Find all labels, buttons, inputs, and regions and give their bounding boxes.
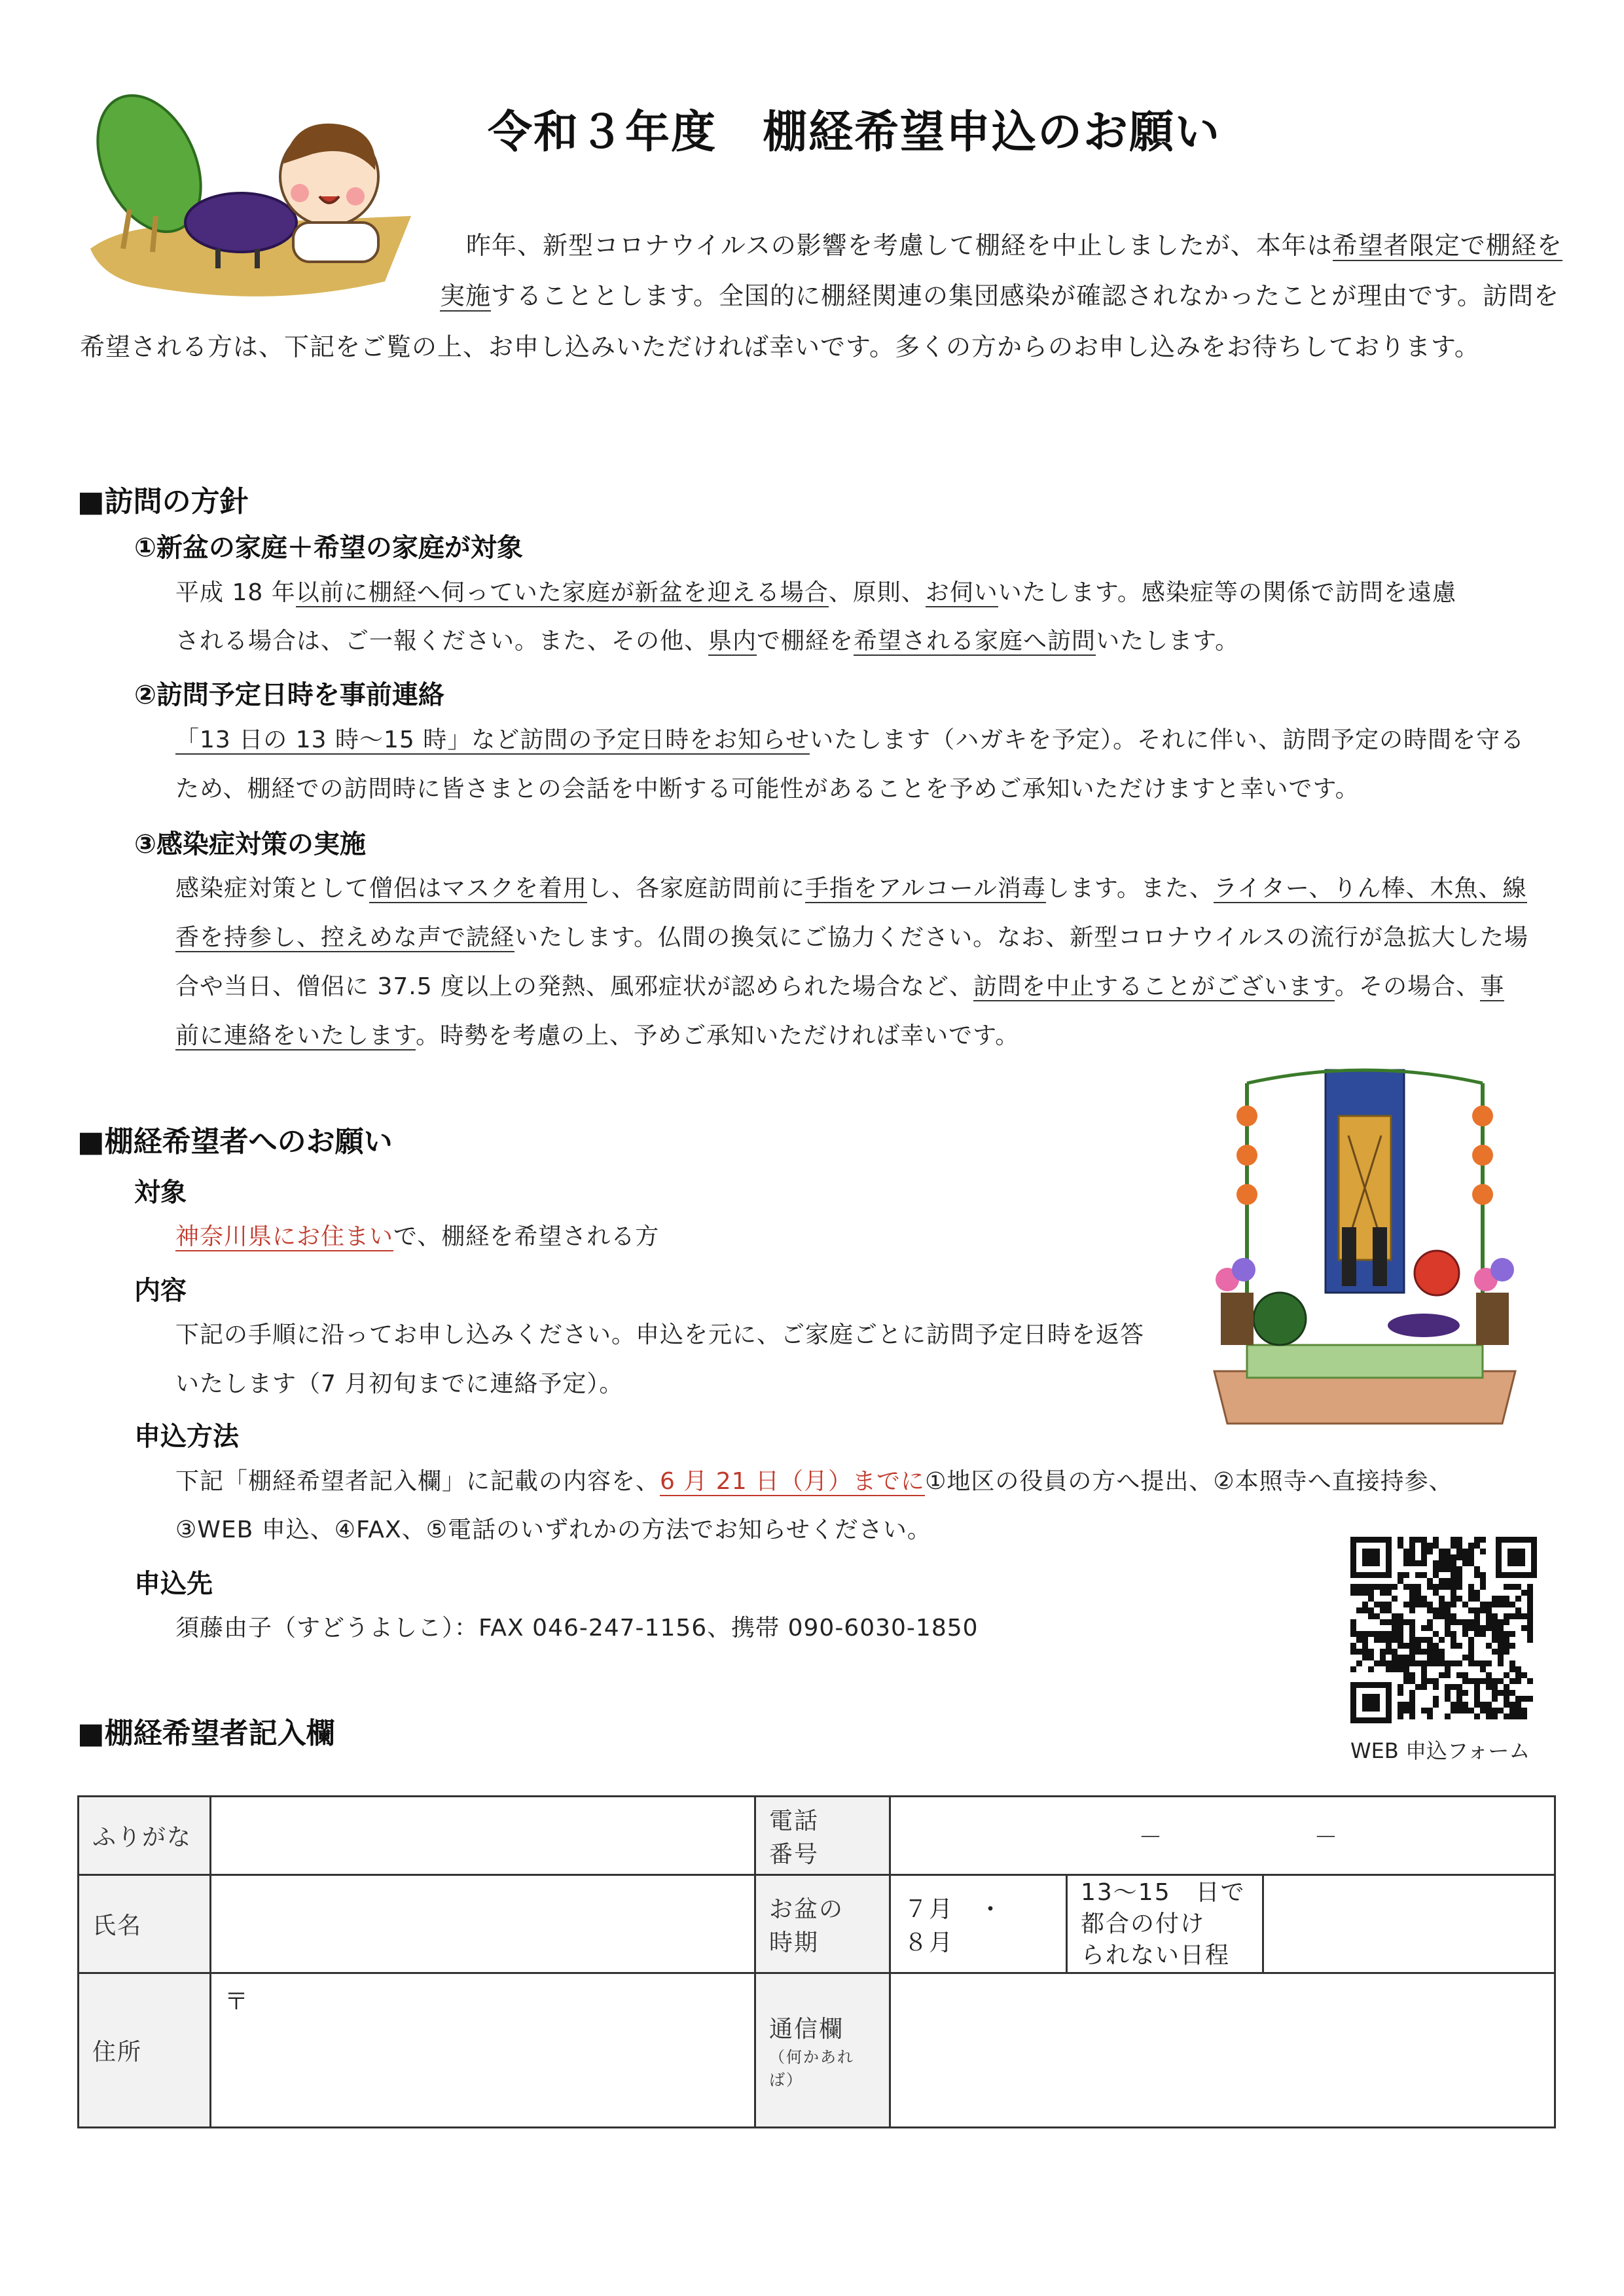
intro-underline: 実施	[440, 281, 492, 310]
address-field[interactable]	[211, 1973, 755, 2128]
phone-dash: －	[1138, 1824, 1164, 1851]
qr-caption: WEB 申込フォーム	[1350, 1738, 1530, 1763]
target-heading: 対象	[134, 1177, 187, 1208]
text: し、各家庭訪問前に	[587, 875, 806, 902]
text: で棚経を	[757, 628, 854, 655]
underline-text: 「13 日の 13 時～15 時」など訪問の予定日時をお知らせ	[175, 726, 810, 753]
method-line-2: ③WEB 申込、④FAX、⑤電話のいずれかの方法でお知らせください。	[175, 1516, 931, 1543]
memo-label-sub: （何かあれば）	[769, 2048, 854, 2089]
policy-item-1-line-1	[175, 575, 1456, 611]
intro-text: 昨年、新型コロナウイルスの影響を考慮して棚経を中止しましたが、本年は	[466, 231, 1333, 260]
intro-text: することとします。全国的に棚経関連の集団感染が確認されなかったことが理由です。訪問を	[491, 281, 1559, 310]
underline-text: 訪問を中止することがございます	[973, 973, 1335, 1000]
ng-line: られない日程	[1081, 1941, 1231, 1969]
underline-text: 県内	[708, 628, 757, 655]
policy-item-1-line-2	[175, 623, 1239, 660]
policy-item-2-line-2: ため、棚経での訪問時に皆さまとの会話を中断する可能性があることを予めご承知いただけますと幸いです。	[175, 776, 1360, 802]
address-label: 住所	[79, 1973, 211, 2128]
qr-code-icon[interactable]	[1350, 1537, 1537, 1723]
intro-line-1	[466, 226, 1562, 265]
table-row	[79, 1875, 1555, 1973]
section-heading-entry-form: ■棚経希望者記入欄	[77, 1717, 335, 1750]
text: します。また、	[1045, 875, 1214, 902]
underline-text: お伺い	[925, 579, 998, 606]
phone-label-line: 電話	[769, 1807, 820, 1835]
phone-label-line: 番号	[769, 1840, 820, 1868]
policy-item-3-line-1	[175, 870, 1527, 907]
intro-line-2	[440, 276, 1559, 315]
name-field[interactable]	[211, 1875, 755, 1973]
method-heading: 申込方法	[134, 1422, 239, 1452]
memo-label-main: 通信欄	[769, 2016, 844, 2043]
underline-text: 事	[1480, 973, 1505, 1000]
text: いたします。感染症等の関係で訪問を遠慮	[998, 579, 1456, 606]
intro-text: 希望される方は、下記をご覧の上、お申し込みいただければ幸いです。多くの方からのお申し込みをお待ちしております。	[80, 332, 1480, 361]
red-underline-text: 6 月 21 日（月）までに	[660, 1468, 926, 1495]
table-row	[79, 1973, 1555, 2128]
content-heading: 内容	[134, 1276, 187, 1306]
furigana-label: ふりがな	[79, 1797, 211, 1875]
policy-item-3-line-3	[175, 969, 1504, 1005]
unavailable-dates-field[interactable]	[1263, 1875, 1555, 1973]
obon-month-choice[interactable]: ７月 ・ ８月	[890, 1875, 1067, 1973]
memo-label	[755, 1973, 890, 2128]
destination-heading: 申込先	[134, 1569, 213, 1599]
underline-text: 香を持参し、控えめな声で読経	[175, 924, 515, 951]
obon-period-label	[755, 1875, 890, 1973]
underline-text: 以前に棚経へ伺っていた家庭が新盆を迎える場合	[295, 579, 829, 606]
obon-label-line: 時期	[769, 1929, 820, 1956]
ng-line: 都合の付け	[1081, 1910, 1206, 1937]
text: で、棚経を希望される方	[393, 1223, 660, 1250]
policy-item-3-line-4	[175, 1018, 1019, 1054]
text: 。その場合、	[1335, 973, 1481, 1000]
obon-label-line: お盆の	[769, 1895, 844, 1923]
text: いたします（ハガキを予定）。それに伴い、訪問予定の時間を守る	[810, 726, 1525, 753]
furigana-field[interactable]	[211, 1797, 755, 1875]
name-label: 氏名	[79, 1875, 211, 1973]
text: 下記「棚経希望者記入欄」に記載の内容を、	[175, 1468, 660, 1495]
phone-field[interactable]	[890, 1797, 1555, 1875]
text: 、原則、	[828, 579, 926, 606]
target-line	[175, 1219, 659, 1255]
unavailable-dates-label	[1067, 1875, 1263, 1973]
underline-text: ライター、りん棒、木魚、線	[1214, 875, 1527, 902]
intro-line-3	[80, 327, 1480, 367]
section-heading-requests: ■棚経希望者へのお願い	[77, 1125, 393, 1158]
method-line-1	[175, 1463, 1453, 1500]
underline-text: 希望される家庭へ訪問	[854, 628, 1096, 655]
ng-line: 13～15 日で	[1081, 1878, 1246, 1906]
table-row	[79, 1797, 1555, 1875]
policy-item-1-heading: ①新盆の家庭＋希望の家庭が対象	[134, 533, 523, 563]
text: 感染症対策として	[175, 875, 370, 902]
intro-underline: 希望者限定で棚経を	[1332, 231, 1562, 260]
page-title: 令和３年度 棚経希望申込のお願い	[488, 107, 1221, 158]
content-line-2: いたします（7 月初旬までに連絡予定）。	[175, 1371, 624, 1397]
text: ①地区の役員の方へ提出、②本照寺へ直接持参、	[925, 1468, 1453, 1495]
text: 平成 18 年	[175, 579, 296, 606]
policy-item-3-heading: ③感染症対策の実施	[134, 829, 366, 859]
bon-altar-illustration	[1208, 1057, 1522, 1430]
text: 合や当日、僧侶に 37.5 度以上の発熱、風邪症状が認められた場合など、	[175, 973, 974, 1000]
red-underline-text: 神奈川県にお住まい	[175, 1223, 394, 1250]
obon-child-illustration	[77, 92, 418, 301]
underline-text: 僧侶はマスクを着用	[369, 875, 588, 902]
text: される場合は、ご一報ください。また、その他、	[175, 628, 709, 655]
policy-item-2-line-1	[175, 722, 1525, 759]
phone-dash: －	[1314, 1824, 1339, 1851]
underline-text: 手指をアルコール消毒	[805, 875, 1046, 902]
phone-label	[755, 1797, 890, 1875]
postal-mark: 〒	[225, 1988, 250, 2015]
policy-item-3-line-2	[175, 920, 1528, 956]
policy-item-2-heading: ②訪問予定日時を事前連絡	[134, 680, 444, 710]
memo-field[interactable]	[890, 1973, 1555, 2128]
entry-form-table	[77, 1795, 1556, 2128]
content-line-1: 下記の手順に沿ってお申し込みください。申込を元に、ご家庭ごとに訪問予定日時を返答	[175, 1321, 1145, 1348]
underline-text: 前に連絡をいたします	[175, 1022, 416, 1049]
text: いたします。仏間の換気にご協力ください。なお、新型コロナウイルスの流行が急拡大した場	[514, 924, 1528, 951]
destination-line: 須藤由子（すどうよしこ）：FAX 046-247-1156、携帯 090-6030-1850	[175, 1615, 979, 1641]
text: 。時勢を考慮の上、予めご承知いただければ幸いです。	[416, 1022, 1020, 1049]
text: いたします。	[1096, 628, 1240, 655]
section-heading-visit-policy: ■訪問の方針	[77, 485, 249, 518]
